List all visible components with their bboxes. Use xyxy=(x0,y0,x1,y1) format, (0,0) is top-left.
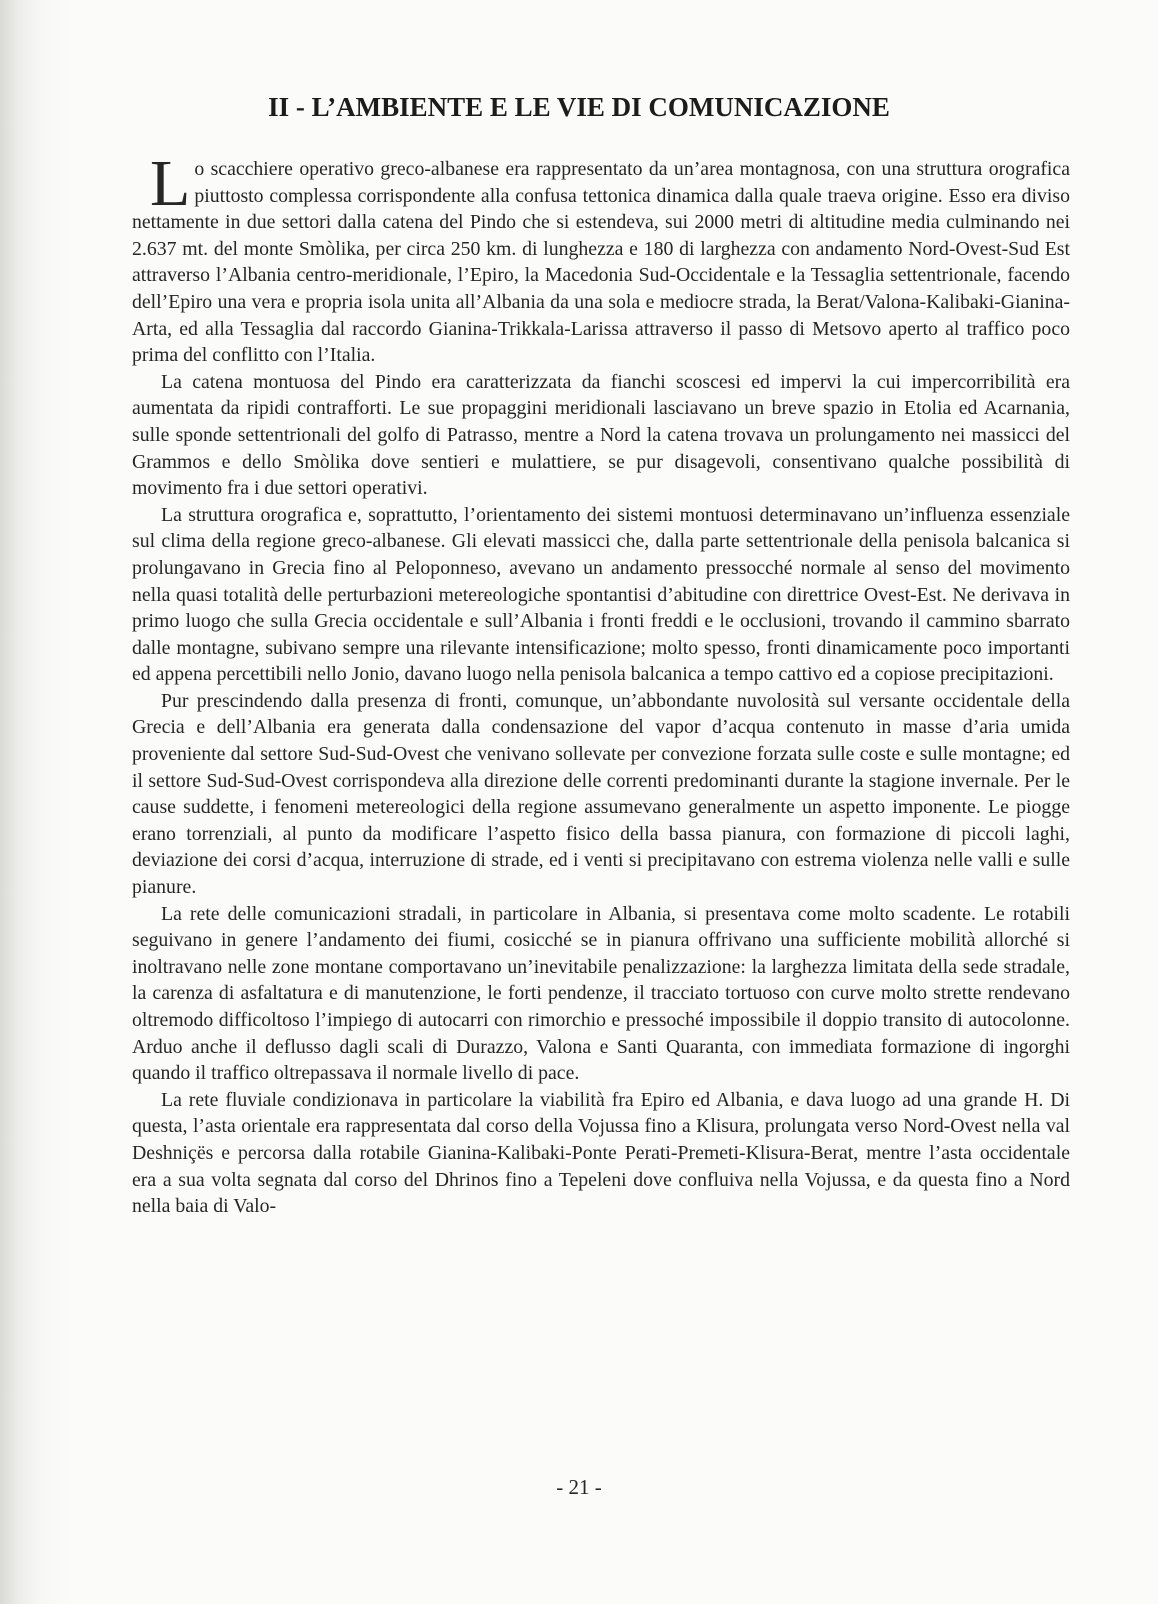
paragraph-6: La rete fluviale condizionava in particolare la viabilità fra Epiro ed Albania, e dava luogo ad una grande H. Di questa, l’asta orientale era rappresentata dal corso della Vojussa fino a Klisura, prolungata verso Nord-Ovest nella val Deshniçës e percorsa dalla rotabile Gianina-Kalibaki-Ponte Perati-Premeti-Klisura-Berat, mentre l’asta occidentale era a sua volta segnata dal corso del Dhrinos fino a Tepeleni dove confluiva nella Vojussa, e da questa fino a Nord nella baia di Valo- xyxy=(132,1088,1070,1218)
paragraph-3: La struttura orografica e, soprattutto, l’orientamento dei sistemi montuosi determinavano un’influenza essenziale sul clima della regione greco-albanese. Gli elevati massicci che, dalla parte settentrionale della penisola balcanica si prolungavano in Grecia fino al Peloponneso, avevano un andamento pressocché normale al senso del movimento nella quasi totalità delle perturbazioni metereologiche spontantisi d’abitudine con direttrice Ovest-Est. Ne derivava in primo luogo che sulla Grecia occidentale e sull’Albania i fronti freddi e le occlusioni, trovando il cammino sbarrato dalle montagne, subivano sempre una rilevante intensificazione; molto spesso, fronti dinamicamente poco importanti ed appena percettibili nello Jonio, davano luogo nella penisola balcanica a tempo cattivo ed a copiose precipitazioni. xyxy=(132,503,1070,686)
paragraph-2: La catena montuosa del Pindo era caratterizzata da fianchi scoscesi ed impervi la cui impercorribilità era aumentata da ripidi contrafforti. Le sue propaggini meridionali lasciavano un breve spazio in Etolia ed Acarnania, sulle sponde settentrionali del golfo di Patrasso, mentre a Nord la catena trovava un prolungamento nei massicci del Grammos e dello Smòlika dove sentieri e mulattiere, se pur disagevoli, consentivano qualche possibilità di movimento fra i due settori operativi. xyxy=(132,370,1070,500)
paragraph-4: Pur prescindendo dalla presenza di fronti, comunque, un’abbondante nuvolosità sul versante occidentale della Grecia e dell’Albania era generata dalla condensazione del vapor d’acqua contenuto in masse d’aria umida proveniente dal settore Sud-Sud-Ovest che venivano sollevate per convezione forzata sulle coste e sulle montagne; ed il settore Sud-Sud-Ovest corrispondeva alla direzione delle correnti predominanti durante la stagione invernale. Per le cause suddette, i fenomeni metereologici della regione assumevano generalmente un aspetto imponente. Le piogge erano torrenziali, al punto da modificare l’aspetto fisico della bassa pianura, con formazione di piccoli laghi, deviazione dei corsi d’acqua, interruzione di strade, ed i venti si precipitavano con estrema violenza nelle valli e sulle pianure. xyxy=(132,689,1070,899)
page-number: - 21 - xyxy=(556,1475,602,1499)
drop-cap: L xyxy=(150,147,191,220)
paragraph-5: La rete delle comunicazioni stradali, in particolare in Albania, si presentava come molto scadente. Le rotabili seguivano in genere l’andamento dei fiumi, cosicché se in pianura offrivano una sufficiente mobilità allorché si inoltravano nelle zone montane comportavano un’inevitabile penalizzazione: la larghezza limitata della sede stradale, la carenza di asfaltatura e di manutenzione, le forti pendenze, il tracciato tortuoso con curve molto strette rendevano oltremodo difficoltoso l’impiego di autocarri con rimorchio e pressoché impossibile il doppio transito di autocolonne. Arduo anche il deflusso dagli scali di Durazzo, Valona e Santi Quaranta, con immediata formazione di ingorghi quando il traffico oltrepassava il normale livello di pace. xyxy=(132,902,1070,1085)
paragraph-1 xyxy=(132,147,1070,369)
body-text xyxy=(132,147,1070,1220)
chapter-title: II - L’AMBIENTE E LE VIE DI COMUNICAZIONE xyxy=(268,92,890,122)
paragraph-1-text: o scacchiere operativo greco-albanese era rappresentato da un’area montagnosa, con una struttura orografica piuttosto complessa corrispondente alla confusa tettonica dinamica dalla quale traeva origine. Esso era diviso nettamente in due settori dalla catena del Pindo che si estendeva, sui 2000 metri di altitudine media culminando nei 2.637 mt. del monte Smòlika, per circa 250 km. di lunghezza e 180 di larghezza con andamento Nord-Ovest-Sud Est attraverso l’Albania centro-meridionale, l’Epiro, la Macedonia Sud-Occidentale e la Tessaglia settentrionale, facendo dell’Epiro una vera e propria isola unita all’Albania da una sola e mediocre strada, la Berat/Valona-Kalibaki-Gianina-Arta, ed alla Tessaglia dal raccordo Gianina-Trikkala-Larissa attraverso il passo di Metsovo aperto al traffico poco prima del conflitto con l’Italia. xyxy=(132,158,1070,367)
